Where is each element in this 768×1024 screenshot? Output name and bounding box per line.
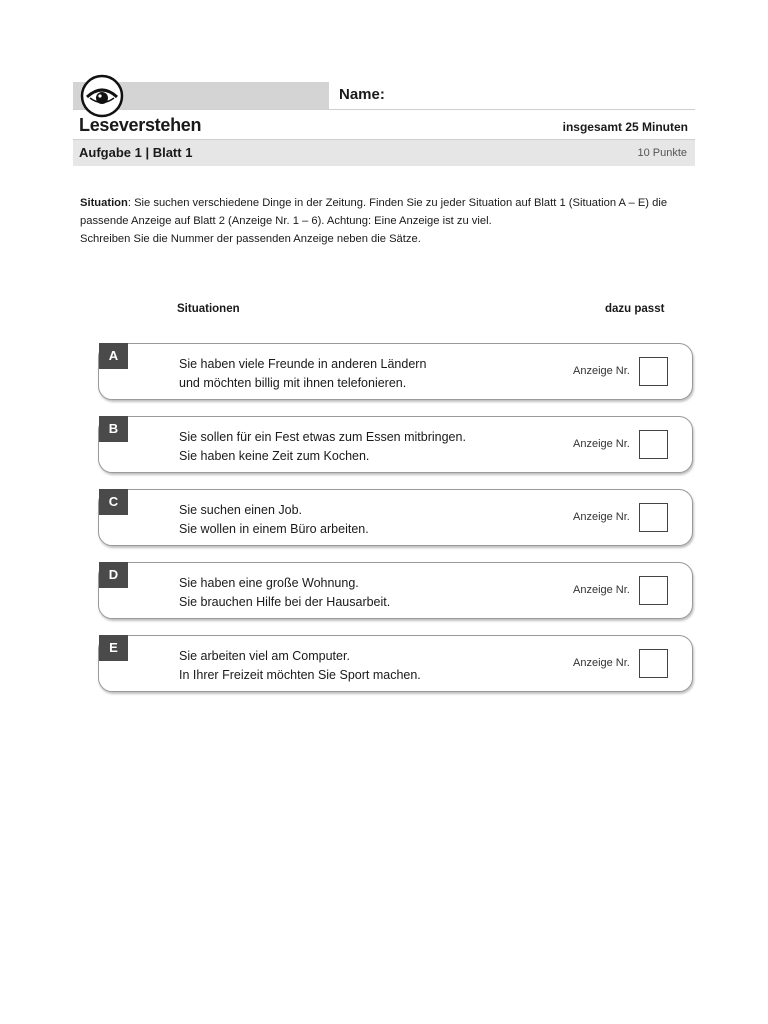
situation-text-line-2: Sie brauchen Hilfe bei der Hausarbeit. <box>179 595 391 609</box>
eye-icon <box>80 74 124 118</box>
ad-number-label: Anzeige Nr. <box>573 511 630 523</box>
situation-text <box>179 501 369 539</box>
situation-letter: C <box>99 489 128 515</box>
situation-letter: B <box>99 416 128 442</box>
answer-box-e[interactable] <box>639 649 668 678</box>
situation-card-e <box>98 635 693 692</box>
situation-text-line-2: und möchten billig mit ihnen telefonieren. <box>179 376 407 390</box>
situation-card-a <box>98 343 693 400</box>
situation-text-line-1: Sie arbeiten viel am Computer. <box>179 649 350 663</box>
instructions-line-1-rest: : Sie suchen verschiedene Dinge in der Zeitung. Finden Sie zu jeder Situation auf Blatt 1 (Situation A – E) die <box>127 197 668 209</box>
situation-text <box>179 574 390 612</box>
instructions-line-2: passende Anzeige auf Blatt 2 (Anzeige Nr. 1 – 6). Achtung: Eine Anzeige ist zu viel. <box>80 215 492 227</box>
column-header-situations: Situationen <box>177 303 240 315</box>
situation-text <box>179 428 466 466</box>
instructions <box>80 194 700 248</box>
name-label: Name: <box>339 86 385 103</box>
situation-text-line-2: Sie wollen in einem Büro arbeiten. <box>179 522 369 536</box>
situation-card-c <box>98 489 693 546</box>
situation-text <box>179 355 426 393</box>
situation-letter: E <box>99 635 128 661</box>
task-label: Aufgabe 1 | Blatt 1 <box>79 145 193 160</box>
column-header-match: dazu passt <box>605 303 665 315</box>
section-title: Leseverstehen <box>79 115 202 135</box>
situation-text <box>179 647 421 685</box>
situation-letter: D <box>99 562 128 588</box>
instructions-line-1 <box>80 194 700 212</box>
answer-box-c[interactable] <box>639 503 668 532</box>
points-label: 10 Punkte <box>637 147 687 159</box>
instructions-line-3: Schreiben Sie die Nummer der passenden Anzeige neben die Sätze. <box>80 233 421 245</box>
answer-box-d[interactable] <box>639 576 668 605</box>
situation-text-line-1: Sie haben eine große Wohnung. <box>179 576 359 590</box>
header-divider <box>73 109 695 110</box>
situation-label: Situation <box>80 197 128 209</box>
situation-text-line-2: In Ihrer Freizeit möchten Sie Sport machen. <box>179 668 421 682</box>
situation-text-line-1: Sie haben viele Freunde in anderen Ländern <box>179 357 427 371</box>
situation-text-line-2: Sie haben keine Zeit zum Kochen. <box>179 449 370 463</box>
ad-number-label: Anzeige Nr. <box>573 438 630 450</box>
task-subheader <box>73 139 695 166</box>
ad-number-label: Anzeige Nr. <box>573 365 630 377</box>
ad-number-label: Anzeige Nr. <box>573 584 630 596</box>
ad-number-label: Anzeige Nr. <box>573 657 630 669</box>
situation-card-b <box>98 416 693 473</box>
situation-letter: A <box>99 343 128 369</box>
situation-text-line-1: Sie sollen für ein Fest etwas zum Essen mitbringen. <box>179 430 466 444</box>
situation-card-d <box>98 562 693 619</box>
duration-label: insgesamt 25 Minuten <box>562 120 688 134</box>
answer-box-a[interactable] <box>639 357 668 386</box>
answer-box-b[interactable] <box>639 430 668 459</box>
situation-text-line-1: Sie suchen einen Job. <box>179 503 303 517</box>
